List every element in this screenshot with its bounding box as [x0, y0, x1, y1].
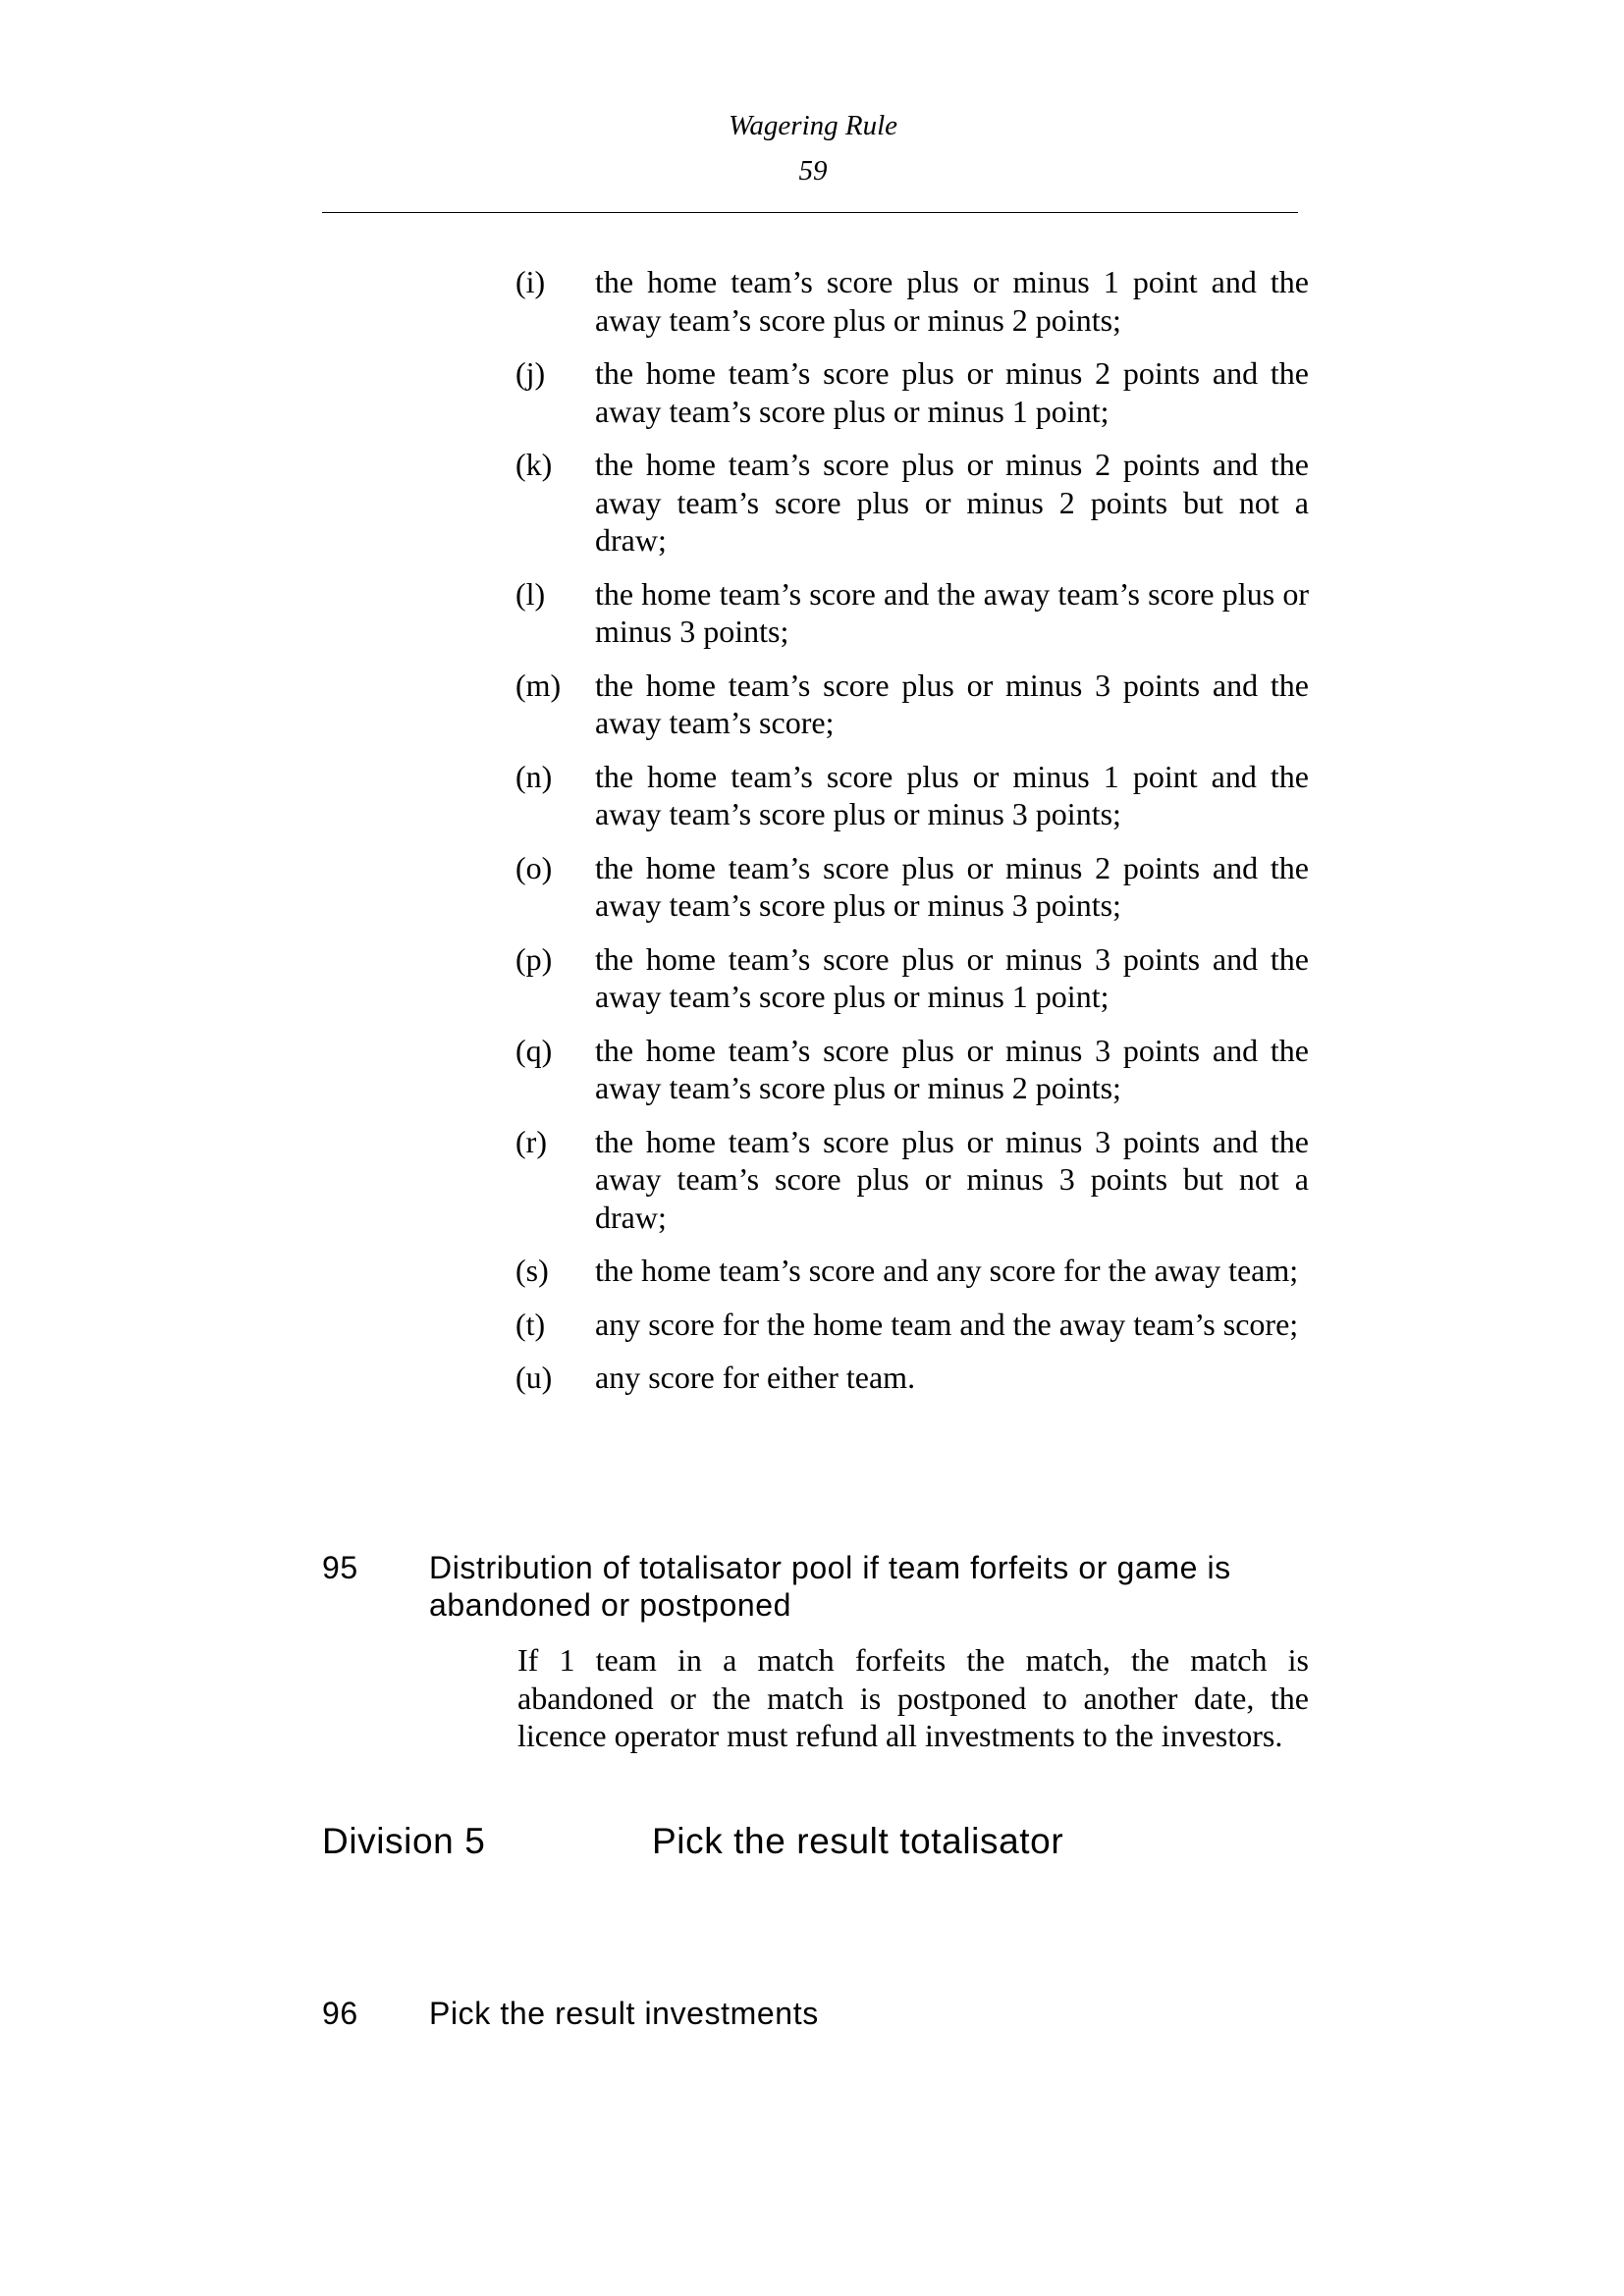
list-item	[515, 1123, 1309, 1237]
section-96-heading: Pick the result investments	[429, 1996, 819, 2031]
item-text: the home team’s score plus or minus 3 points and the away team’s score plus or minus 3 points but not a draw;	[595, 1123, 1309, 1235]
section-95-heading: Distribution of totalisator pool if team forfeits or game is abandoned or postponed	[429, 1550, 1231, 1623]
section-95-body: If 1 team in a match forfeits the match, the match is abandoned or the match is postponed to another date, the licence operator must refund all investments to the investors.	[517, 1642, 1309, 1753]
item-label: (i)	[515, 264, 546, 299]
list-item	[515, 354, 1309, 430]
list-item	[515, 758, 1309, 833]
division-number: Division 5	[322, 1821, 486, 1861]
item-text: the home team’s score plus or minus 3 points and the away team’s score;	[595, 667, 1309, 740]
item-label: (n)	[515, 758, 553, 794]
list-item	[515, 849, 1309, 925]
item-text: the home team’s score plus or minus 2 points and the away team’s score plus or minus 2 points but not a draw;	[595, 447, 1309, 558]
item-text: the home team’s score plus or minus 3 points and the away team’s score plus or minus 2 points;	[595, 1032, 1309, 1105]
list-item	[515, 1032, 1309, 1107]
list-item	[515, 575, 1309, 651]
section-95-number: 95	[322, 1550, 358, 1585]
list-item	[515, 446, 1309, 560]
item-text: the home team’s score and the away team’s score plus or minus 3 points;	[595, 575, 1309, 649]
list-item	[515, 1252, 1309, 1290]
item-text: the home team’s score plus or minus 2 points and the away team’s score plus or minus 1 point;	[595, 355, 1309, 429]
list-item	[515, 263, 1309, 339]
item-text: the home team’s score plus or minus 1 point and the away team’s score plus or minus 2 points;	[595, 264, 1309, 338]
item-text: the home team’s score plus or minus 2 points and the away team’s score plus or minus 3 points;	[595, 849, 1309, 923]
page-number: 59	[798, 155, 828, 187]
list-item	[515, 1306, 1309, 1344]
running-header-title: Wagering Rule	[728, 110, 898, 141]
section-96-number: 96	[322, 1996, 358, 2031]
item-label: (k)	[515, 447, 553, 482]
paragraph-list	[515, 263, 1309, 1413]
item-label: (r)	[515, 1123, 547, 1159]
item-label: (o)	[515, 849, 553, 885]
list-item	[515, 1359, 1309, 1397]
item-label: (l)	[515, 575, 546, 612]
division-heading: Pick the result totalisator	[652, 1821, 1064, 1861]
item-text: any score for the home team and the away team’s score;	[595, 1306, 1299, 1342]
item-label: (p)	[515, 940, 553, 977]
item-text: the home team’s score and any score for the away team;	[595, 1253, 1299, 1288]
list-item	[515, 940, 1309, 1016]
item-label: (q)	[515, 1032, 553, 1068]
item-label: (m)	[515, 667, 562, 703]
item-text: the home team’s score plus or minus 1 point and the away team’s score plus or minus 3 points;	[595, 758, 1309, 831]
header-divider	[322, 212, 1298, 213]
item-text: the home team’s score plus or minus 3 points and the away team’s score plus or minus 1 point;	[595, 940, 1309, 1014]
item-label: (t)	[515, 1306, 546, 1342]
item-label: (s)	[515, 1253, 549, 1288]
item-label: (u)	[515, 1360, 553, 1395]
item-text: any score for either team.	[595, 1360, 916, 1395]
item-label: (j)	[515, 355, 546, 391]
list-item	[515, 667, 1309, 742]
